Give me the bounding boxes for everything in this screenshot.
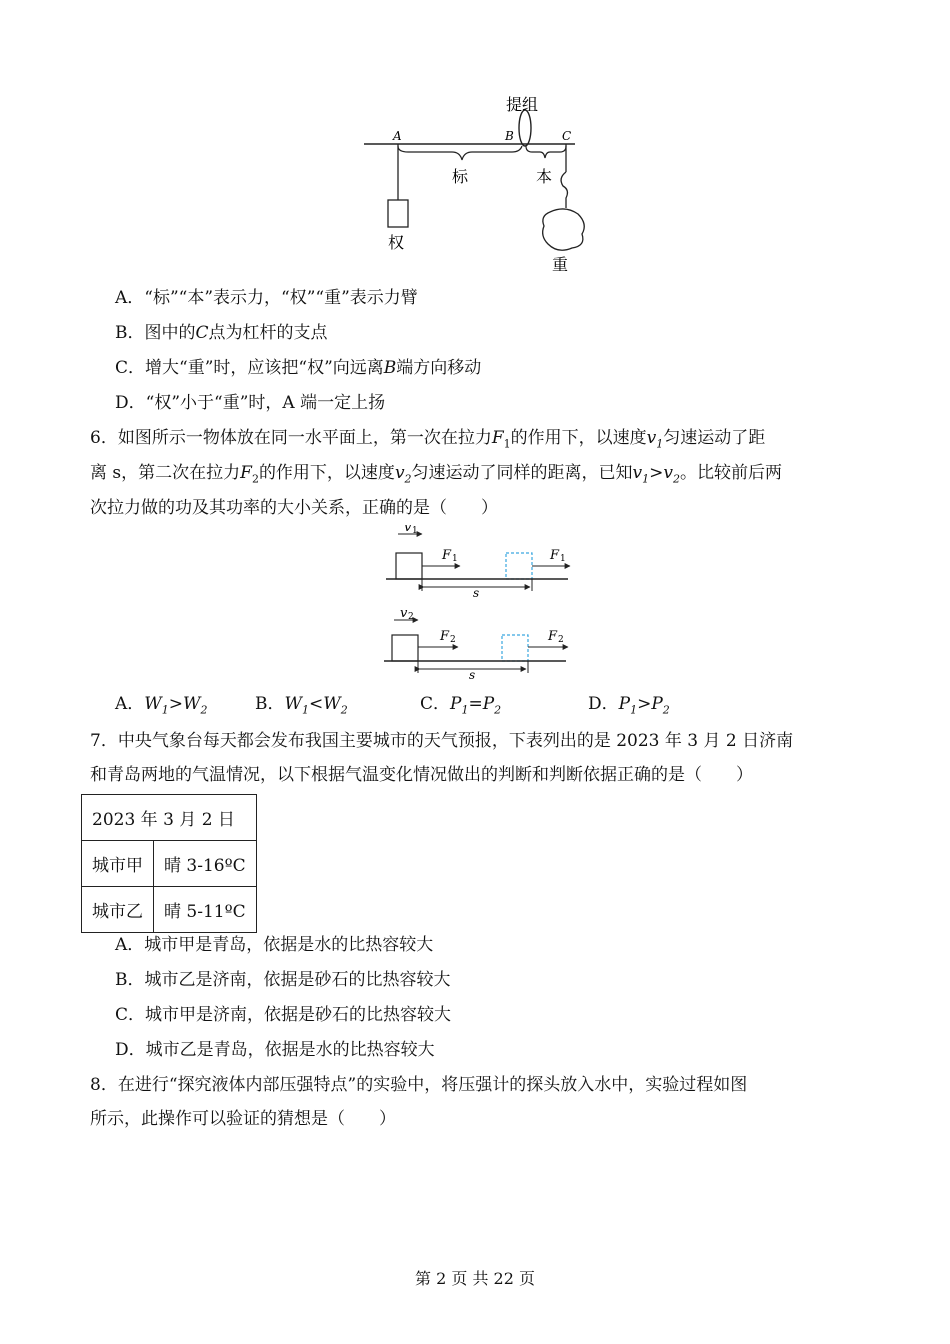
- label-ben: 本: [536, 167, 553, 186]
- table-row: [82, 887, 257, 933]
- q6-option-b[interactable]: [255, 692, 348, 722]
- q6-option-d[interactable]: [588, 692, 670, 722]
- q6-F: F: [491, 428, 504, 448]
- q6-sub: 2: [494, 703, 502, 717]
- label-biao: 标: [452, 167, 469, 186]
- weather-cell: 晴 3-16ºC: [154, 841, 257, 887]
- block-2-dashed: [502, 635, 528, 661]
- q6-option-a[interactable]: [115, 692, 208, 722]
- q6-number: 6．: [90, 428, 118, 448]
- label-sub: 2: [450, 635, 456, 645]
- q6-lt: <: [308, 694, 324, 714]
- label-s: s: [473, 586, 480, 600]
- q6-W: W: [323, 694, 341, 714]
- q6-opt-letter: C．: [420, 694, 451, 714]
- q6-W: W: [144, 694, 162, 714]
- q6-sub: 1: [630, 703, 638, 717]
- weather-cell: 晴 5-11ºC: [154, 887, 257, 933]
- lift-rope: [519, 110, 531, 146]
- table-row: [82, 841, 257, 887]
- hook: [561, 172, 567, 208]
- q6-sub: 1: [503, 437, 511, 451]
- city-cell: 城市甲: [82, 841, 154, 887]
- q6-text: 匀速运动了距: [663, 428, 766, 448]
- q5-option-c[interactable]: [115, 356, 481, 380]
- scene-1: [386, 525, 570, 600]
- brace-biao: [398, 146, 522, 160]
- label-F: F: [440, 629, 450, 644]
- label-F: F: [550, 548, 560, 563]
- q6-sub: 2: [251, 472, 259, 486]
- q6-line-3: 次拉力做的功及其功率的大小关系，正确的是（ ）: [90, 498, 498, 518]
- q6-P: P: [450, 694, 462, 714]
- q6-P: P: [651, 694, 663, 714]
- weather-table: [81, 794, 257, 933]
- q6-opt-letter: A．: [115, 694, 145, 714]
- city-cell: 城市乙: [82, 887, 154, 933]
- q6-text: 匀速运动了同样的距离，已知: [411, 463, 633, 483]
- label-F: F: [548, 629, 558, 644]
- q6-v: v: [394, 463, 405, 483]
- q6-text: 。比较前后两: [680, 463, 783, 483]
- q6-P: P: [482, 694, 495, 714]
- block-1-dashed: [506, 553, 532, 579]
- q6-sub: 2: [404, 472, 412, 486]
- label-s: s: [469, 668, 476, 682]
- label-zhong: 重: [552, 255, 569, 274]
- q6-v: v: [632, 463, 643, 483]
- table-header: 2023 年 3 月 2 日: [82, 795, 257, 841]
- scene-2: [384, 606, 568, 682]
- q6-v: v: [646, 428, 657, 448]
- q6-opt-letter: D．: [588, 694, 619, 714]
- q6-sub: 1: [642, 472, 650, 486]
- label-sub: 2: [558, 635, 564, 645]
- q5-option-c-pre: C．增大“重”时，应该把“权”向远离: [115, 358, 384, 378]
- q7-option-c[interactable]: C．城市甲是济南，依据是砂石的比热容较大: [115, 1005, 452, 1025]
- q6-sub: 2: [662, 703, 670, 717]
- q6-F: F: [240, 463, 252, 483]
- counterweight: [388, 200, 408, 227]
- motion-figure: [380, 525, 580, 685]
- q6-option-c[interactable]: [420, 692, 501, 722]
- q7-line-1: 7．中央气象台每天都会发布我国主要城市的天气预报，下表列出的是 2023 年 3 月 2 日济南: [90, 731, 794, 751]
- q8-line-1: 8．在进行“探究液体内部压强特点”的实验中，将压强计的探头放入水中，实验过程如图: [90, 1075, 748, 1095]
- q6-sub: 1: [161, 703, 169, 717]
- q6-line-2: [90, 461, 782, 491]
- q6-text: 如图所示一物体放在同一水平面上，第一次在拉力: [117, 428, 492, 448]
- q6-W: W: [183, 694, 201, 714]
- q6-v: v: [663, 463, 674, 483]
- q6-sub: 2: [200, 703, 208, 717]
- q5-option-b[interactable]: [115, 321, 328, 345]
- q7-option-b[interactable]: B．城市乙是济南，依据是砂石的比热容较大: [115, 970, 451, 990]
- label-A: A: [393, 129, 402, 143]
- label-tizu: 提组: [506, 95, 539, 114]
- page-footer: 第 2 页 共 22 页: [415, 1269, 535, 1288]
- label-quan: 权: [388, 233, 405, 252]
- q5-option-b-post: 点为杠杆的支点: [208, 323, 328, 343]
- label-v: v: [404, 525, 412, 535]
- q6-sub: 1: [301, 703, 309, 717]
- brace-ben: [526, 146, 566, 158]
- table-header-row: [82, 795, 257, 841]
- label-sub: 1: [560, 554, 566, 564]
- q6-sub: 1: [656, 437, 664, 451]
- q6-text: 的作用下，以速度: [510, 428, 647, 448]
- label-sub: 2: [408, 612, 414, 622]
- q7-line-2: 和青岛两地的气温情况，以下根据气温变化情况做出的判断和判断依据正确的是（ ）: [90, 765, 753, 785]
- label-C: C: [562, 129, 572, 143]
- q7-option-a[interactable]: A．城市甲是青岛，依据是水的比热容较大: [115, 935, 434, 955]
- label-v: v: [400, 606, 408, 621]
- q6-text: 的作用下，以速度: [258, 463, 395, 483]
- q6-gt: >: [637, 694, 652, 714]
- q6-opt-letter: B．: [255, 694, 285, 714]
- label-sub: 1: [412, 526, 418, 536]
- q5-option-b-pre: B．图中的: [115, 323, 196, 343]
- block-2: [392, 635, 418, 661]
- q5-option-c-var: B: [383, 358, 397, 378]
- label-sub: 1: [452, 554, 458, 564]
- q6-P: P: [618, 694, 631, 714]
- q6-text: 离 s，第二次在拉力: [90, 463, 241, 483]
- q6-sub: 2: [673, 472, 681, 486]
- q7-option-d[interactable]: D．城市乙是青岛，依据是水的比热容较大: [115, 1040, 435, 1060]
- q8-line-2: 所示，此操作可以验证的猜想是（ ）: [90, 1109, 396, 1129]
- label-B: B: [505, 129, 514, 143]
- q5-option-b-var: C: [195, 323, 209, 343]
- q5-option-d[interactable]: D．“权”小于“重”时，A 端一定上扬: [115, 393, 386, 413]
- block-1: [396, 553, 422, 579]
- q6-W: W: [284, 694, 302, 714]
- q6-gt: >: [168, 694, 184, 714]
- q6-line-1: [90, 426, 765, 456]
- label-F: F: [442, 548, 452, 563]
- q5-option-a[interactable]: A．“标”“本”表示力，“权”“重”表示力臂: [115, 288, 418, 308]
- q6-sub: 1: [461, 703, 469, 717]
- q6-sub: 2: [340, 703, 348, 717]
- load-object: [543, 209, 585, 250]
- steelyard-figure: [360, 90, 590, 275]
- q6-gt: >: [649, 463, 664, 483]
- q5-option-c-post: 端方向移动: [396, 358, 482, 378]
- q6-eq: =: [468, 694, 483, 714]
